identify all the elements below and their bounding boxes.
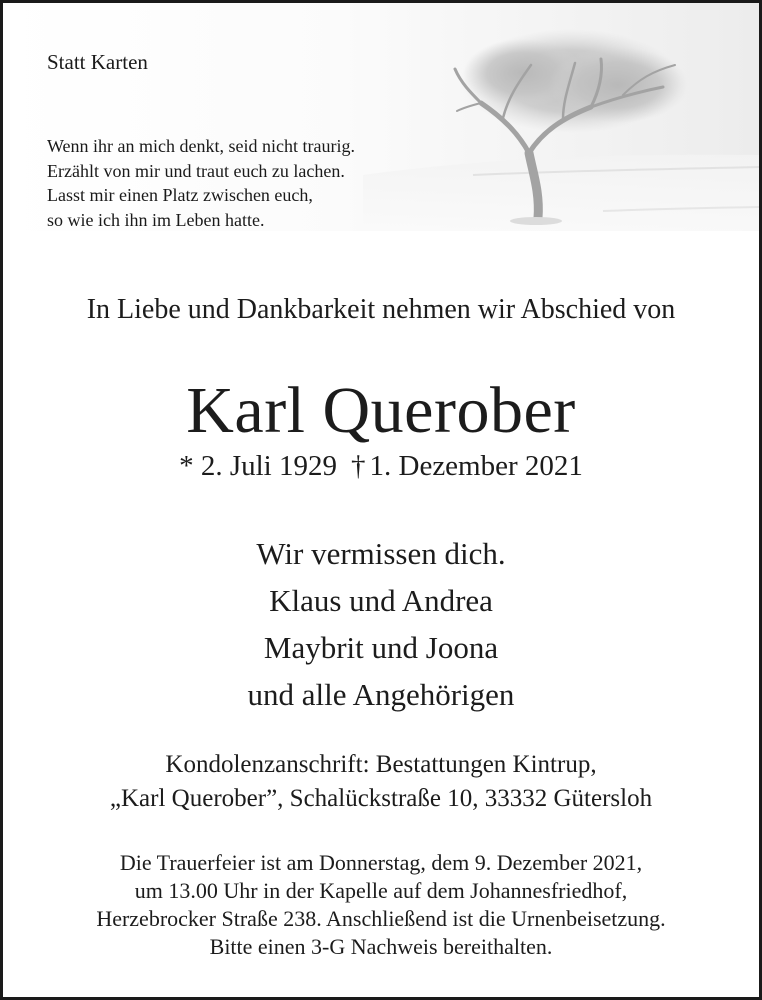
deceased-name: Karl Querober <box>186 374 576 447</box>
mourners <box>3 530 759 718</box>
funeral-service-info <box>3 849 759 961</box>
condolence-line: Kondolenzanschrift: Bestattungen Kintrup, <box>165 751 597 778</box>
statt-karten-label: Statt Karten <box>47 50 148 74</box>
mourner-line: und alle Angehörigen <box>247 677 515 712</box>
condolence-line: „Karl Querober”, Schalückstraße 10, 33332 Gütersloh <box>109 785 653 812</box>
mourner-line: Maybrit und Joona <box>263 630 499 665</box>
service-line: Die Trauerfeier ist am Donnerstag, dem 9. Dezember 2021, <box>119 850 643 875</box>
death-date: 1. Dezember 2021 <box>369 450 583 482</box>
service-line: Herzebrocker Straße 238. Anschließend ist die Urnenbeisetzung. <box>96 906 666 931</box>
poem-line: Wenn ihr an mich denkt, seid nicht traurig. <box>47 136 355 156</box>
cross-icon: † <box>351 450 366 482</box>
service-line: Bitte einen 3-G Nachweis bereithalten. <box>209 934 553 959</box>
poem-line: Lasst mir einen Platz zwischen euch, <box>47 185 313 205</box>
mourner-line: Wir vermissen dich. <box>256 536 506 571</box>
poem-line: Erzählt von mir und traut euch zu lachen. <box>47 160 345 181</box>
poem <box>47 134 355 231</box>
condolence-address <box>3 748 759 816</box>
birth-date: * 2. Juli 1929 <box>179 450 337 482</box>
header-banner <box>3 3 759 231</box>
service-line: um 13.00 Uhr in der Kapelle auf dem Johannesfriedhof, <box>134 878 628 903</box>
intro-text: In Liebe und Dankbarkeit nehmen wir Abschied von <box>86 294 676 325</box>
poem-line: so wie ich ihn im Leben hatte. <box>47 209 265 230</box>
life-dates <box>3 448 759 484</box>
mourner-line: Klaus und Andrea <box>269 583 493 618</box>
